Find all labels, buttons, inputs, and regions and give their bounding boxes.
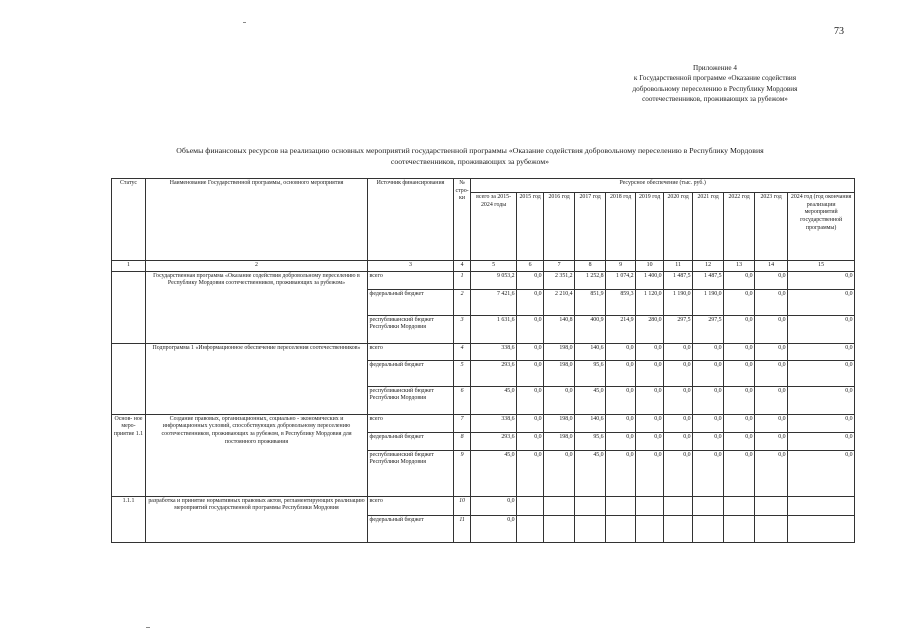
source-cell: республиканский бюджет Республики Мордовия [368,315,454,343]
value-cell [724,515,755,542]
value-cell: 140,6 [575,343,606,360]
value-cell: 0,0 [517,289,544,315]
column-number: 1 [112,261,146,272]
value-cell: 198,0 [544,432,575,450]
value-cell: 0,0 [693,450,724,496]
value-cell: 0,0 [606,360,636,386]
value-cell: 293,6 [471,360,517,386]
value-cell: 338,6 [471,414,517,432]
value-cell: 0,0 [693,386,724,414]
value-cell: 0,0 [517,450,544,496]
value-cell: 0,0 [664,343,693,360]
value-cell: 0,0 [788,315,855,343]
row-number-cell: 10 [454,496,471,515]
column-number: 3 [368,261,454,272]
header-year: 2019 год [636,193,664,261]
source-cell: республиканский бюджет Республики Мордовия [368,450,454,496]
row-number-cell: 3 [454,315,471,343]
value-cell: 1 487,5 [693,271,724,289]
value-cell [755,496,788,515]
value-cell: 0,0 [664,414,693,432]
row-number-cell: 1 [454,271,471,289]
value-cell: 0,0 [755,315,788,343]
column-number: 9 [606,261,636,272]
value-cell: 293,6 [471,432,517,450]
value-cell: 0,0 [724,315,755,343]
value-cell: 0,0 [724,343,755,360]
appendix-line: добровольному переселению в Республику Мордовия [632,84,798,93]
value-cell: 0,0 [664,432,693,450]
value-cell: 0,0 [755,271,788,289]
value-cell: 0,0 [636,414,664,432]
value-cell: 45,0 [471,386,517,414]
header-year: 2015 год [517,193,544,261]
value-cell [606,496,636,515]
value-cell: 198,0 [544,414,575,432]
row-number-cell: 6 [454,386,471,414]
value-cell: 859,3 [606,289,636,315]
value-cell: 0,0 [606,450,636,496]
column-number: 6 [517,261,544,272]
row-number-cell: 4 [454,343,471,360]
value-cell [664,515,693,542]
value-cell: 0,0 [636,386,664,414]
column-number: 2 [146,261,368,272]
value-cell: 0,0 [724,386,755,414]
value-cell: 0,0 [606,386,636,414]
value-cell: 1 400,0 [636,271,664,289]
value-cell: 0,0 [517,432,544,450]
header-name: Наименование Государственной программы, основного мероприятия [146,179,368,261]
row-number-cell: 8 [454,432,471,450]
source-cell: федеральный бюджет [368,432,454,450]
appendix-line: Приложение 4 [693,64,737,72]
value-cell: 0,0 [724,432,755,450]
header-year: 2016 год [544,193,575,261]
value-cell [693,515,724,542]
value-cell: 0,0 [636,360,664,386]
title-line: Объемы финансовых ресурсов на реализацию основных мероприятий государственной программы «Оказание содействия добровольному переселению в Республику Мордовия [176,146,764,155]
document-title [110,145,830,168]
program-name-cell: Создание правовых, организационных, социально - экономических и информационных условий, способствующих добровольному переселению соотечественников, проживающих за рубежом, в Республику Мордовия для постоянного проживания [146,414,368,496]
column-number: 11 [664,261,693,272]
status-cell [112,343,146,414]
value-cell: 7 421,6 [471,289,517,315]
value-cell: 0,0 [664,386,693,414]
column-number: 13 [724,261,755,272]
value-cell [517,496,544,515]
value-cell: 1 190,0 [664,289,693,315]
status-cell: Основ- ное меро- приятие 1.1 [112,414,146,496]
appendix-line: соотечественников, проживающих за рубежом» [642,95,788,104]
value-cell: 0,0 [693,343,724,360]
status-cell [112,271,146,343]
appendix-block [560,63,830,105]
column-number: 8 [575,261,606,272]
column-number: 10 [636,261,664,272]
header-resource: Ресурсное обеспечение (тыс. руб.) [471,179,855,193]
title-line: соотечественников, проживающих за рубежом» [390,157,550,167]
source-cell: всего [368,343,454,360]
value-cell [636,496,664,515]
value-cell: 140,8 [544,315,575,343]
value-cell: 140,6 [575,414,606,432]
table-row [112,414,855,432]
value-cell [693,496,724,515]
source-cell: всего [368,496,454,515]
value-cell: 0,0 [664,360,693,386]
value-cell: 0,0 [517,343,544,360]
header-year: 2020 год [664,193,693,261]
value-cell: 297,5 [664,315,693,343]
value-cell: 0,0 [788,360,855,386]
value-cell [636,515,664,542]
value-cell: 0,0 [471,496,517,515]
header-year: 2017 год [575,193,606,261]
row-number-cell: 7 [454,414,471,432]
value-cell: 400,9 [575,315,606,343]
value-cell: 0,0 [693,432,724,450]
value-cell: 0,0 [788,386,855,414]
value-cell: 0,0 [755,432,788,450]
row-number-cell: 9 [454,450,471,496]
value-cell [724,496,755,515]
column-number: 12 [693,261,724,272]
value-cell: 0,0 [471,515,517,542]
column-number: 5 [471,261,517,272]
value-cell: 0,0 [755,289,788,315]
value-cell: 45,0 [471,450,517,496]
value-cell: 0,0 [517,315,544,343]
value-cell: 0,0 [606,343,636,360]
scan-mark [243,22,246,23]
source-cell: федеральный бюджет [368,289,454,315]
value-cell: 0,0 [544,450,575,496]
value-cell: 0,0 [788,432,855,450]
column-number: 14 [755,261,788,272]
row-number-cell: 2 [454,289,471,315]
value-cell: 9 053,2 [471,271,517,289]
value-cell: 95,6 [575,360,606,386]
value-cell: 0,0 [788,271,855,289]
page-number: 73 [834,26,844,37]
value-cell: 0,0 [693,414,724,432]
value-cell [575,496,606,515]
value-cell: 198,0 [544,360,575,386]
value-cell: 0,0 [636,343,664,360]
value-cell: 0,0 [755,343,788,360]
financing-table [111,178,855,543]
header-status: Статус [112,179,146,261]
value-cell: 0,0 [755,386,788,414]
value-cell: 851,9 [575,289,606,315]
header-year: 2021 год [693,193,724,261]
value-cell: 0,0 [606,432,636,450]
value-cell: 1 631,6 [471,315,517,343]
appendix-line: к Государственной программе «Оказание содействия [633,74,797,83]
value-cell: 0,0 [755,360,788,386]
header-row-no: № стро- ки [454,179,471,261]
value-cell: 45,0 [575,386,606,414]
value-cell [788,496,855,515]
header-year: 2023 год [755,193,788,261]
status-cell: 1.1.1 [112,496,146,542]
program-name-cell: Подпрограмма 1 «Информационное обеспечение переселения соотечественников» [146,343,368,414]
value-cell: 0,0 [544,386,575,414]
value-cell: 1 190,0 [693,289,724,315]
value-cell: 0,0 [724,450,755,496]
value-cell: 0,0 [788,450,855,496]
value-cell: 0,0 [724,414,755,432]
value-cell: 0,0 [517,386,544,414]
source-cell: всего [368,271,454,289]
source-cell: федеральный бюджет [368,515,454,542]
header-year-final: 2024 год (год окончания реализации мероприятий государственной программы) [788,193,855,261]
value-cell: 0,0 [636,432,664,450]
column-number: 7 [544,261,575,272]
program-name-cell: разработка и принятие нормативных правовых актов, регламентирующих реализацию мероприятий государственной программы Республики Мордовия [146,496,368,542]
value-cell [544,515,575,542]
value-cell: 280,0 [636,315,664,343]
value-cell [544,496,575,515]
program-name-cell: Государственная программа «Оказание содействия добровольному переселению в Республику Мордовия соотечественников, проживающих за рубежом» [146,271,368,343]
value-cell: 0,0 [755,414,788,432]
value-cell: 0,0 [693,360,724,386]
header-total: всего за 2015-2024 годы [471,193,517,261]
value-cell [788,515,855,542]
row-number-cell: 11 [454,515,471,542]
value-cell: 0,0 [788,414,855,432]
value-cell: 214,9 [606,315,636,343]
header-source: Источник финансирования [368,179,454,261]
value-cell: 0,0 [788,289,855,315]
column-number: 15 [788,261,855,272]
header-year: 2018 год [606,193,636,261]
value-cell: 338,6 [471,343,517,360]
value-cell: 0,0 [517,360,544,386]
value-cell: 1 074,2 [606,271,636,289]
source-cell: всего [368,414,454,432]
value-cell [755,515,788,542]
value-cell: 1 120,0 [636,289,664,315]
value-cell: 0,0 [724,360,755,386]
table-row [112,271,855,289]
value-cell: 2 210,4 [544,289,575,315]
header-year: 2022 год [724,193,755,261]
value-cell: 198,0 [544,343,575,360]
value-cell: 0,0 [755,450,788,496]
value-cell [575,515,606,542]
value-cell: 0,0 [724,271,755,289]
value-cell [606,515,636,542]
value-cell: 0,0 [636,450,664,496]
value-cell: 0,0 [664,450,693,496]
value-cell [517,515,544,542]
value-cell [664,496,693,515]
scan-mark [146,627,150,628]
source-cell: республиканский бюджет Республики Мордовия [368,386,454,414]
source-cell: федеральный бюджет [368,360,454,386]
value-cell: 297,5 [693,315,724,343]
table-row [112,496,855,515]
table-row [112,343,855,360]
value-cell: 0,0 [517,414,544,432]
row-number-cell: 5 [454,360,471,386]
value-cell: 95,6 [575,432,606,450]
value-cell: 0,0 [517,271,544,289]
value-cell: 2 351,2 [544,271,575,289]
value-cell: 1 487,5 [664,271,693,289]
value-cell: 45,0 [575,450,606,496]
value-cell: 1 252,8 [575,271,606,289]
value-cell: 0,0 [606,414,636,432]
column-number: 4 [454,261,471,272]
value-cell: 0,0 [724,289,755,315]
value-cell: 0,0 [788,343,855,360]
